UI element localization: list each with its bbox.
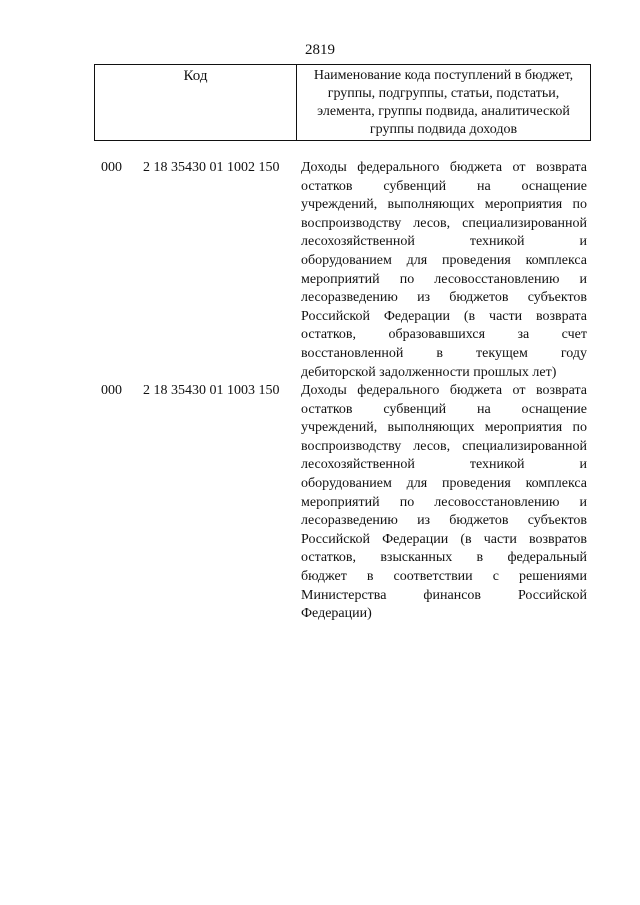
description-line: Доходы федерального бюджета от возврата bbox=[301, 160, 587, 175]
description-line: воспроизводству лесов, специализированной bbox=[301, 438, 587, 454]
description-line: бюджет в соответствии с решениями bbox=[301, 568, 587, 584]
description-line: воспроизводству лесов, специализированной bbox=[301, 215, 587, 231]
description-line: остатков, взысканных в федеральный bbox=[301, 550, 587, 566]
table-header bbox=[94, 64, 591, 141]
description-line: оборудованием для проведения комплекса bbox=[301, 252, 587, 268]
admin-code: 000 bbox=[101, 383, 122, 398]
description-line: Российской Федерации (в части возвратов bbox=[301, 531, 587, 547]
header-name-column: Наименование кода поступлений в бюджет, группы, подгруппы, статьи, подстатьи, элемента, группы подвида, аналитической группы подвида доходов bbox=[313, 68, 574, 137]
description-line: восстановленной в текущем году bbox=[301, 345, 587, 361]
description-line: лесоразведению из бюджетов субъектов bbox=[301, 290, 587, 306]
income-description bbox=[301, 159, 587, 382]
description-line: учреждений, выполняющих мероприятия по bbox=[301, 197, 587, 213]
description-line: лесоразведению из бюджетов субъектов bbox=[301, 513, 587, 529]
description-line: Федерации) bbox=[301, 606, 372, 622]
description-line: остатков субвенций на оснащение bbox=[301, 401, 587, 417]
description-line: лесохозяйственной техникой и bbox=[301, 234, 587, 250]
description-line: оборудованием для проведения комплекса bbox=[301, 475, 587, 491]
header-code-column: Код bbox=[95, 65, 297, 140]
income-code: 2 18 35430 01 1003 150 bbox=[143, 383, 280, 398]
description-line: остатков, образовавшихся за счет bbox=[301, 327, 587, 343]
description-line: Министерства финансов Российской bbox=[301, 587, 587, 603]
income-description bbox=[301, 382, 587, 624]
description-line: мероприятий по лесовосстановлению и bbox=[301, 494, 587, 510]
description-line: Доходы федерального бюджета от возврата bbox=[301, 383, 587, 398]
description-line: лесохозяйственной техникой и bbox=[301, 457, 587, 473]
admin-code: 000 bbox=[101, 160, 122, 175]
description-line: мероприятий по лесовосстановлению и bbox=[301, 271, 587, 287]
description-line: остатков субвенций на оснащение bbox=[301, 178, 587, 194]
description-line: учреждений, выполняющих мероприятия по bbox=[301, 420, 587, 436]
description-line: Российской Федерации (в части возврата bbox=[301, 308, 587, 324]
page-number: 2819 bbox=[305, 42, 335, 58]
description-line: дебиторской задолженности прошлых лет) bbox=[301, 364, 557, 380]
income-code: 2 18 35430 01 1002 150 bbox=[143, 160, 280, 175]
